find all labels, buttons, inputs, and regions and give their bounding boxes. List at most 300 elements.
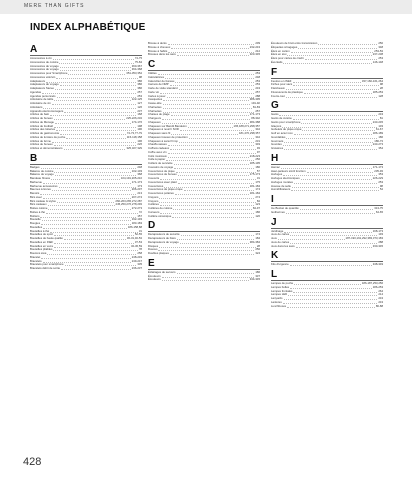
- dot-leader: [43, 228, 127, 229]
- index-page-refs: 174: [255, 187, 260, 192]
- index-entry: [148, 278, 260, 282]
- index-term: Adaptateurs: [30, 78, 46, 83]
- index-term: Bougies: [30, 221, 41, 225]
- index-term: Gravières: [271, 146, 284, 150]
- index-page-refs: 243: [378, 296, 383, 300]
- index-page-refs: 78: [138, 247, 142, 252]
- index-term: Bouteilles pliables: [30, 247, 53, 252]
- index-page-refs: 187-190,191,292,383,373,183: [345, 236, 383, 240]
- dot-leader: [65, 265, 137, 266]
- index-term: Gants de cuisine: [271, 116, 292, 120]
- dot-leader: [54, 172, 130, 173]
- index-term: Curseurs: [148, 209, 160, 214]
- dot-leader: [52, 190, 131, 191]
- dot-leader: [64, 239, 126, 240]
- index-letter-heading: G: [271, 100, 383, 112]
- index-page-refs: 256: [255, 157, 260, 162]
- index-term: Fluorescents de plastique: [271, 89, 303, 94]
- index-page-refs: 190: [137, 127, 142, 132]
- index-page-refs: 185-195: [249, 161, 260, 165]
- index-page-refs: 386: [137, 82, 142, 87]
- index-term: Coffrets cadeaux: [148, 146, 170, 150]
- index-page-refs: 260-263,265,272,287: [115, 198, 142, 203]
- index-page-refs: 232-243: [249, 44, 260, 49]
- index-page-refs: 98: [379, 82, 383, 87]
- index-letter-heading: J: [271, 217, 383, 229]
- index-page-refs: 360-367: [131, 63, 142, 68]
- index-entry: [148, 252, 260, 256]
- index-page-refs: 88-342: [251, 116, 260, 120]
- index-page-refs: 127: [137, 101, 142, 105]
- index-term: Chaînettes: [148, 104, 162, 109]
- dot-leader: [293, 119, 379, 120]
- dot-leader: [296, 247, 372, 248]
- index-term: Cuillères de cuisine: [148, 206, 173, 210]
- index-page-refs: 72: [138, 209, 142, 214]
- index-page-refs: 174: [255, 232, 260, 237]
- page-title: INDEX ALPHABÉTIQUE: [30, 22, 146, 33]
- dot-leader: [60, 67, 131, 68]
- index-term: Chapeaux travaux de protection: [148, 134, 188, 139]
- index-term: Carte vin: [148, 89, 160, 94]
- index-page-refs: 323-345: [249, 52, 260, 57]
- index-page-refs: 171-173: [372, 164, 383, 169]
- dot-leader: [160, 93, 254, 94]
- index-term: Articles de football: [30, 123, 53, 128]
- index-term: Adaptateurs Stereo: [30, 86, 55, 90]
- index-page-refs: 214: [378, 292, 383, 297]
- index-page-refs: 243: [378, 112, 383, 117]
- index-entry: [148, 215, 260, 219]
- dot-leader: [180, 243, 249, 244]
- dot-leader: [64, 112, 136, 113]
- index-page-refs: 235-93: [374, 168, 383, 173]
- index-page-refs: 206-207: [131, 187, 142, 192]
- index-term: Lanyards: [271, 296, 283, 300]
- index-term: Chaises de plage: [148, 112, 170, 117]
- dot-leader: [293, 82, 361, 83]
- index-term: Câbles: [148, 71, 157, 75]
- index-term: Badges: [30, 164, 40, 169]
- dot-leader: [318, 44, 377, 45]
- index-term: Accessoires pour Smartphone: [30, 71, 68, 75]
- index-term: Kits d'urgence: [271, 262, 289, 267]
- index-entry: [30, 147, 142, 151]
- dot-leader: [54, 243, 134, 244]
- index-term: Appareils électroménagers: [30, 108, 64, 113]
- index-page-refs: 243-245: [372, 119, 383, 124]
- index-term: Jeux dans les sacs: [271, 243, 295, 248]
- index-term: Colle à papier: [148, 157, 166, 162]
- index-term: Lanières: [271, 299, 282, 304]
- index-page-refs: 236-237: [131, 266, 142, 270]
- index-term: Boutons étoé: [30, 251, 47, 255]
- index-page-refs: 52-55: [134, 232, 142, 237]
- index-page-refs: 123: [255, 202, 260, 207]
- index-column-2: [148, 42, 260, 282]
- dot-leader: [175, 194, 249, 195]
- index-term: Casquettes: [148, 97, 163, 102]
- index-page-refs: 354: [378, 146, 383, 150]
- dot-leader: [159, 198, 254, 199]
- index-page-refs: 196: [137, 138, 142, 143]
- dot-leader: [42, 220, 131, 221]
- index-page-refs: 348-349: [372, 262, 383, 267]
- dot-leader: [50, 115, 136, 116]
- index-term: Décapsuleurs de bière: [148, 236, 176, 240]
- index-page-refs: 126: [137, 104, 142, 109]
- index-page-refs: 120: [255, 213, 260, 218]
- dot-leader: [52, 104, 136, 105]
- index-page-refs: 174-176: [131, 119, 142, 124]
- index-term: Couvertures de bureau: [148, 172, 177, 177]
- index-term: Carnets de NMP: [148, 82, 169, 87]
- index-entry: [271, 147, 383, 151]
- index-page-refs: 225-226,234: [126, 116, 142, 120]
- dot-leader: [168, 157, 249, 158]
- index-term: Agendas personnels: [30, 93, 56, 98]
- index-page-refs: 231: [255, 138, 260, 143]
- dot-leader: [179, 89, 255, 90]
- index-page-refs: 253: [255, 78, 260, 83]
- index-page-refs: 274: [255, 194, 260, 199]
- dot-leader: [165, 78, 254, 79]
- index-page-refs: 103: [378, 123, 383, 128]
- index-page-refs: 207-274: [131, 194, 142, 199]
- index-letter-heading: F: [271, 67, 383, 79]
- dot-leader: [290, 288, 372, 289]
- index-term: Fiches pour sacs: [271, 82, 293, 87]
- index-page-refs: 209: [255, 41, 260, 45]
- dot-leader: [55, 123, 131, 124]
- dot-leader: [54, 127, 136, 128]
- index-term: Bandeau fitness: [30, 176, 51, 180]
- index-term: Balance de voyage: [30, 172, 54, 177]
- dot-leader: [40, 194, 136, 195]
- index-term: Articles de gastronomie: [30, 131, 60, 135]
- index-term: Bics cadeau & stylos: [30, 198, 56, 203]
- dot-leader: [54, 235, 134, 236]
- index-term: Articles et démonstrateurs: [30, 146, 63, 150]
- index-term: Étuis en étui: [271, 52, 287, 57]
- index-term: Écouteurs de bruit entre transmission: [271, 41, 318, 45]
- index-entry: [271, 95, 383, 99]
- index-term: Bouteilles en INEF: [30, 239, 54, 244]
- index-letter-heading: L: [271, 269, 383, 281]
- index-term: Lampes LED: [271, 292, 288, 297]
- index-term: Jeux de cartes: [271, 239, 290, 244]
- dot-leader: [283, 145, 372, 146]
- index-page-refs: 84: [256, 198, 260, 203]
- index-page-refs: 115-118,158: [126, 134, 142, 139]
- index-page-refs: 191-92: [251, 101, 260, 105]
- index-term: Fourre-tout: [271, 93, 285, 98]
- dot-leader: [60, 85, 137, 86]
- index-page-refs: 243: [255, 86, 260, 90]
- index-page-refs: 257: [255, 89, 260, 94]
- index-page-refs: 175: [255, 179, 260, 184]
- index-term: Brosse à cheveux: [148, 44, 171, 49]
- dot-leader: [54, 247, 130, 248]
- index-term: Chaînettes: [148, 108, 162, 113]
- dot-leader: [178, 183, 255, 184]
- index-page-refs: 335: [137, 262, 142, 267]
- index-letter-heading: E: [148, 258, 260, 270]
- index-term: Éclairages de secours: [148, 269, 176, 274]
- index-term: Articles de bain: [30, 112, 50, 117]
- index-page-refs: 54: [379, 187, 383, 192]
- index-term: Accessoires de voyage: [30, 67, 59, 72]
- index-page-refs: 348: [378, 44, 383, 49]
- index-term: Bouteille: [30, 217, 41, 222]
- index-term: Carte de visite standard: [148, 86, 178, 90]
- index-page-refs: 213: [137, 191, 142, 195]
- index-page-refs: 386: [137, 78, 142, 83]
- dot-leader: [57, 202, 115, 203]
- dot-leader: [51, 179, 120, 180]
- index-term: Accessoires à vin: [30, 56, 52, 60]
- index-page-refs: 186: [255, 209, 260, 214]
- dot-leader: [168, 44, 255, 45]
- index-term: Ice Bucket de quantité: [271, 206, 299, 210]
- index-term: Bics avec: [30, 194, 42, 199]
- index-page-refs: 250: [255, 247, 260, 252]
- dot-leader: [171, 115, 249, 116]
- dot-leader: [158, 74, 255, 75]
- index-term: Couvertures: [148, 183, 164, 188]
- index-term: Articles de bureau: [30, 116, 53, 120]
- dot-leader: [302, 130, 374, 131]
- index-term: Ardoisière de table: [30, 97, 54, 102]
- index-term: Bouteilles: [30, 224, 43, 229]
- dot-leader: [290, 265, 372, 266]
- dot-leader: [189, 138, 255, 139]
- index-term: Agendas: [30, 89, 42, 94]
- index-letter-heading: D: [148, 220, 260, 232]
- index-page-refs: 81: [379, 116, 383, 120]
- dot-leader: [163, 104, 251, 105]
- index-term: Brosses dans les sacs: [148, 52, 176, 57]
- index-page-refs: 28: [379, 86, 383, 90]
- index-term: Calculatrices: [148, 74, 165, 79]
- index-page-refs: 193: [378, 232, 383, 237]
- dot-leader: [160, 205, 254, 206]
- page-number: 428: [23, 456, 42, 468]
- index-term: Isothermes: [271, 209, 285, 214]
- index-term: Doubles plaques: [148, 251, 169, 255]
- index-page-refs: 258: [137, 251, 142, 255]
- index-term: Lampes de poche: [271, 281, 294, 285]
- index-term: Couvertures de pique-nique: [148, 187, 183, 192]
- index-page-refs: 61-67: [375, 127, 383, 132]
- index-entry: [271, 263, 383, 267]
- dot-leader: [166, 160, 254, 161]
- index-page-refs: 349: [255, 142, 260, 147]
- dot-leader: [55, 89, 136, 90]
- index-page-refs: 186-253: [372, 284, 383, 289]
- index-page-refs: 351-353,354: [126, 71, 142, 75]
- index-term: Chapeaux à sans fil imp: [148, 138, 178, 143]
- index-page-refs: 84-97: [252, 206, 260, 210]
- index-entry: [271, 211, 383, 215]
- index-term: Barbecue accessoires: [30, 183, 58, 188]
- dot-leader: [170, 254, 254, 255]
- dot-leader: [172, 217, 254, 218]
- index-term: Humidificateurs: [271, 187, 291, 192]
- index-page-refs: 248: [255, 74, 260, 79]
- index-term: Couvertures avec plaid: [148, 179, 177, 184]
- index-page-refs: 245,250,276,278,293: [115, 202, 142, 207]
- index-term: Accessoires de voyage: [30, 63, 59, 68]
- index-page-refs: 171-173: [131, 179, 142, 184]
- index-term: Coussins de voyage: [148, 164, 174, 169]
- index-term: Articles des lotteries: [30, 127, 56, 132]
- index-page-refs: 165,188,271,298,357: [233, 123, 260, 128]
- index-term: Étuis en carton: [271, 48, 290, 53]
- index-term: Bouteilles en verre: [30, 243, 54, 248]
- index-page-refs: 30-31,46-53: [126, 236, 142, 240]
- dot-leader: [176, 172, 256, 173]
- index-page-refs: 104,191,205-210: [120, 176, 142, 180]
- index-term: Couvertures de pique: [148, 168, 175, 173]
- dot-leader: [57, 97, 137, 98]
- dot-leader: [173, 209, 252, 210]
- index-term: Accessoires de cuisine: [30, 59, 59, 64]
- dot-leader: [171, 48, 249, 49]
- dot-leader: [177, 239, 254, 240]
- index-term: Glaçons: [271, 123, 282, 128]
- index-term: Bottes cuisine: [30, 206, 48, 210]
- dot-leader: [163, 108, 252, 109]
- index-page-refs: 226-229: [372, 176, 383, 180]
- index-term: Housse de selle: [271, 183, 291, 188]
- dot-leader: [162, 277, 255, 278]
- index-term: Bics cadeaux: [30, 202, 47, 207]
- index-page-refs: 181-184: [249, 191, 260, 195]
- index-page-refs: 75-84: [134, 59, 142, 64]
- index-term: Jeux de cartes: [271, 232, 290, 237]
- index-term: Chapeaux à nourrir SOR: [148, 127, 179, 132]
- index-term: Gants pour smartphone: [271, 119, 301, 124]
- dot-leader: [188, 127, 233, 128]
- index-term: Balance de cuisine: [30, 168, 54, 173]
- index-page-refs: 386-395: [249, 97, 260, 102]
- dot-leader: [168, 52, 254, 53]
- index-term: Jardinage: [271, 228, 284, 233]
- index-page-refs: 218-223: [249, 153, 260, 158]
- index-entry: [271, 245, 383, 249]
- index-term: Bracelet: [30, 254, 41, 259]
- index-page-refs: 74-75: [134, 56, 142, 60]
- dot-leader: [56, 130, 136, 131]
- index-term: Décapsuleurs de voyage: [148, 239, 179, 244]
- index-page-refs: 364-368: [131, 67, 142, 72]
- dot-leader: [50, 232, 138, 233]
- index-term: Articles de lumière de poche: [30, 134, 66, 139]
- index-page-refs: 57: [256, 168, 260, 173]
- dot-leader: [304, 93, 372, 94]
- index-term: Lunchboxes: [271, 303, 287, 308]
- index-term: Gobelets de pique-nique: [271, 127, 302, 132]
- index-term: Articles de bureau: [30, 142, 53, 147]
- index-letter-heading: I: [271, 194, 383, 206]
- index-page-refs: 173: [137, 183, 142, 188]
- index-term: Colis musicaux: [148, 153, 167, 158]
- index-page-refs: 186-187,253,256: [361, 281, 383, 285]
- dot-leader: [159, 247, 256, 248]
- dot-leader: [291, 190, 379, 191]
- dot-leader: [279, 115, 377, 116]
- index-page-refs: 98: [138, 74, 142, 79]
- index-term: Feutres en INEF: [271, 78, 292, 83]
- dot-leader: [56, 78, 138, 79]
- index-letter-heading: H: [271, 153, 383, 165]
- running-head: MERE THAN GIFTS: [24, 3, 85, 9]
- index-page-refs: 272-273: [131, 206, 142, 210]
- index-page-refs: 183-183: [131, 221, 142, 225]
- dot-leader: [59, 187, 137, 188]
- index-column-1: [30, 42, 142, 271]
- index-term: Casse-tête: [148, 101, 162, 105]
- dot-leader: [174, 168, 254, 169]
- index-term: Chapeaux sans fil: [148, 131, 171, 135]
- index-term: Bavoirs: [30, 191, 40, 195]
- index-term: Étiquettes à bagages: [271, 44, 298, 49]
- index-page-refs: 288: [378, 239, 383, 244]
- dot-leader: [167, 97, 255, 98]
- index-term: Golf en acier inox: [271, 131, 293, 135]
- index-page-refs: 181-184: [249, 183, 260, 188]
- index-term: Baumes à lèvres: [30, 187, 51, 192]
- index-term: Flambeaux: [271, 86, 285, 90]
- dot-leader: [284, 299, 378, 300]
- index-page-refs: 28: [256, 243, 260, 248]
- dot-leader: [294, 284, 361, 285]
- index-page-refs: 330-345: [372, 243, 383, 248]
- index-page-refs: 181,270,298,357: [239, 131, 260, 135]
- index-term: Calendrier de bureau: [148, 78, 175, 83]
- index-term: Ardoisière de vin: [30, 101, 51, 105]
- dot-leader: [162, 280, 249, 281]
- index-letter-heading: K: [271, 250, 383, 262]
- index-page-refs: 98: [379, 183, 383, 188]
- index-page-refs: 186-73: [374, 138, 383, 143]
- index-term: Gourdes: [271, 142, 282, 147]
- dot-leader: [177, 55, 249, 56]
- index-page-refs: 368: [137, 172, 142, 177]
- index-term: Douces: [148, 247, 158, 252]
- dot-leader: [61, 269, 131, 270]
- dot-leader: [162, 119, 250, 120]
- index-page-refs: 257: [137, 89, 142, 94]
- dot-leader: [305, 59, 378, 60]
- dot-leader: [46, 213, 138, 214]
- dot-leader: [177, 273, 255, 274]
- index-page-refs: 157: [137, 213, 142, 218]
- index-page-refs: 264: [378, 288, 383, 293]
- index-page-refs: 325,327,329: [126, 146, 142, 150]
- index-term: Cuillères: [148, 202, 159, 207]
- index-column-3: [271, 42, 383, 308]
- index-term: Hamac: [271, 164, 280, 169]
- index-page-refs: 146-148: [372, 59, 383, 64]
- index-term: Adaptateurs de voyage: [30, 82, 59, 87]
- index-page-refs: 198: [137, 123, 142, 128]
- dot-leader: [294, 134, 372, 135]
- index-entry: [271, 188, 383, 192]
- dot-leader: [41, 168, 137, 169]
- index-term: Écouteurs: [148, 273, 161, 278]
